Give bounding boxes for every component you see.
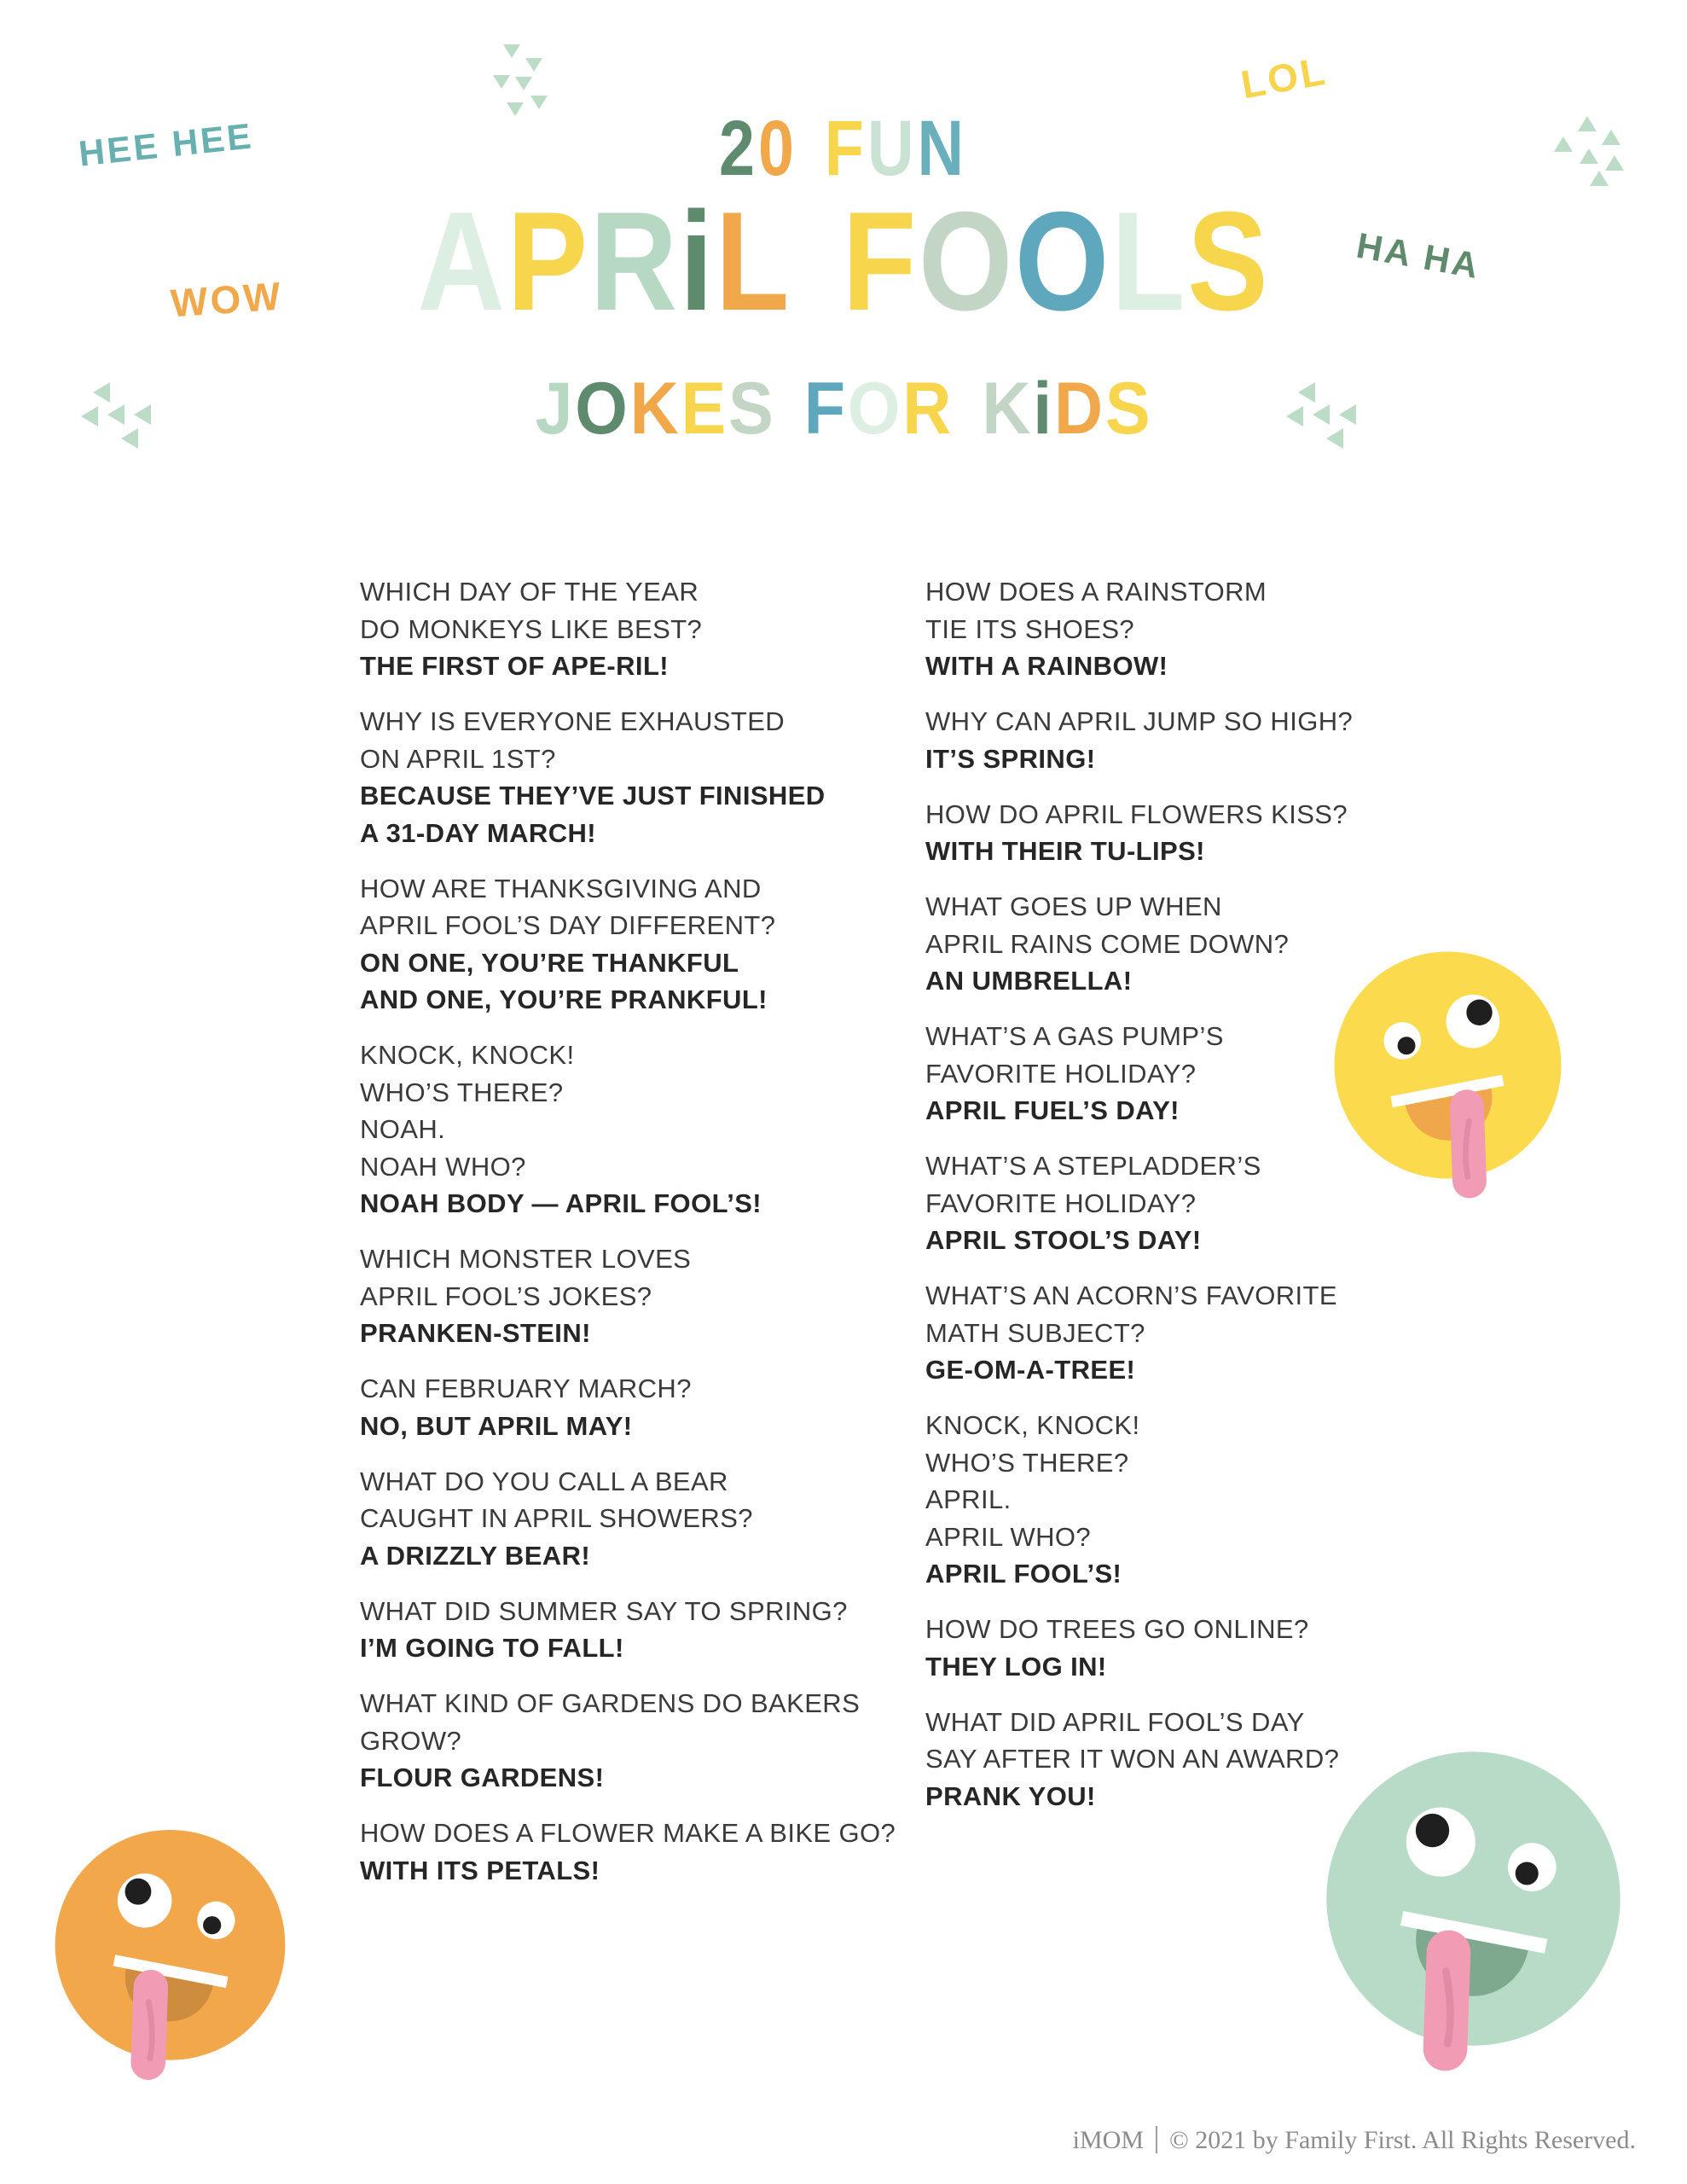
joke-answer-line: PRANK YOU! — [925, 1780, 1096, 1811]
joke-question-line: HOW DO APRIL FLOWERS KISS? — [925, 799, 1348, 829]
joke-question-line: HOW DO TREES GO ONLINE? — [925, 1614, 1309, 1644]
triangle-icon — [525, 58, 542, 72]
joke-answer-line: IT’S SPRING! — [925, 743, 1096, 774]
joke-question-line: DO MONKEYS LIKE BEST? — [360, 613, 703, 644]
footer-copyright — [1073, 2126, 1636, 2155]
joke-question-line: WHAT KIND OF GARDENS DO BAKERS — [360, 1688, 861, 1718]
deco-word-lol: LOL — [1238, 48, 1330, 107]
title-letter: L — [1110, 183, 1187, 340]
zany-face-emoji-yellow — [1326, 944, 1569, 1268]
joke-question-line: WHAT DO YOU CALL A BEAR — [360, 1466, 728, 1496]
footer-brand: iMOM — [1072, 2126, 1145, 2154]
joke-item — [360, 1370, 923, 1444]
joke-question-line: WHICH MONSTER LOVES — [360, 1244, 692, 1274]
joke-question-line: WHAT DID SUMMER SAY TO SPRING? — [360, 1595, 848, 1626]
joke-question-line: MATH SUBJECT? — [925, 1317, 1145, 1348]
title-letter: A — [417, 183, 507, 340]
title-letter: F — [842, 183, 919, 340]
joke-answer-line: I’M GOING TO FALL! — [360, 1633, 624, 1663]
title-letter: F — [803, 368, 848, 450]
joke-question-line: FAVORITE HOLIDAY? — [925, 1188, 1197, 1218]
joke-answer-line: ON ONE, YOU’RE THANKFUL — [360, 947, 739, 978]
joke-answer-line: PRANKEN-STEIN! — [360, 1318, 591, 1348]
title-letter: O — [574, 368, 630, 450]
joke-answer-line: APRIL FOOL’S! — [925, 1559, 1122, 1589]
joke-question-line: WHAT DID APRIL FOOL’S DAY — [925, 1706, 1305, 1737]
joke-question-line: WHY CAN APRIL JUMP SO HIGH? — [925, 706, 1354, 736]
joke-item — [925, 573, 1522, 685]
title-letter: K — [629, 368, 681, 450]
joke-question-line: HOW DOES A FLOWER MAKE A BIKE GO? — [360, 1818, 896, 1848]
joke-question-line: TIE ITS SHOES? — [925, 613, 1135, 644]
joke-item — [925, 1611, 1522, 1685]
joke-question-line: APRIL FOOL’S JOKES? — [360, 1281, 652, 1311]
joke-question-line: WHY IS EVERYONE EXHAUSTED — [360, 706, 786, 736]
title-letter: O — [1014, 183, 1111, 340]
title-letter: i — [1032, 368, 1054, 450]
title-letter: D — [1053, 368, 1105, 450]
joke-answer-line: THE FIRST OF APE-RIL! — [360, 651, 670, 681]
zany-face-emoji-orange — [47, 1821, 293, 2151]
joke-item — [925, 1407, 1522, 1593]
joke-item — [360, 1815, 923, 1889]
joke-item — [360, 1593, 923, 1667]
joke-answer-line: BECAUSE THEY’VE JUST FINISHED — [360, 781, 826, 810]
joke-question-line: APRIL. — [925, 1484, 1012, 1514]
joke-answer-line: AND ONE, YOU’RE PRANKFUL! — [360, 985, 768, 1014]
title-letter: O — [847, 368, 902, 450]
joke-question-line: WHICH DAY OF THE YEAR — [360, 577, 699, 607]
title-letter: S — [728, 368, 776, 450]
footer-copyright-text: © 2021 by Family First. All Rights Reserved. — [1169, 2126, 1636, 2154]
title-letter: S — [1186, 183, 1270, 340]
joke-item — [925, 703, 1522, 777]
joke-question-line: NOAH. — [360, 1114, 446, 1144]
joke-question-line: HOW DOES A RAINSTORM — [925, 577, 1267, 607]
joke-item — [360, 573, 923, 685]
joke-question-line: WHO’S THERE? — [925, 1447, 1129, 1478]
title-letter: R — [589, 183, 680, 340]
joke-question-line: APRIL FOOL’S DAY DIFFERENT? — [360, 910, 776, 940]
title-letter: 2 — [719, 105, 759, 192]
joke-answer-line: AN UMBRELLA! — [925, 966, 1133, 996]
joke-answer-line: APRIL FUEL’S DAY! — [925, 1095, 1180, 1125]
joke-item — [360, 703, 923, 851]
title-letter: K — [981, 368, 1033, 450]
joke-answer-line: APRIL STOOL’S DAY! — [925, 1225, 1202, 1255]
title-letter: E — [681, 368, 728, 450]
joke-answer-line: NOAH BODY — APRIL FOOL’S! — [360, 1188, 762, 1218]
deco-word-ha-ha: HA HA — [1354, 224, 1484, 287]
triangle-icon — [530, 96, 548, 109]
title-letter: N — [917, 105, 968, 192]
page-title-april-fools — [0, 183, 1687, 340]
joke-item — [360, 1037, 923, 1223]
deco-word-wow: WOW — [169, 273, 285, 326]
joke-question-line: WHAT’S A STEPLADDER’S — [925, 1151, 1261, 1181]
title-letter: S — [1104, 368, 1152, 450]
joke-question-line: WHAT’S A GAS PUMP’S — [925, 1021, 1224, 1051]
joke-item — [925, 1277, 1522, 1389]
joke-answer-line: THEY LOG IN! — [925, 1651, 1107, 1682]
triangle-icon — [503, 44, 520, 58]
joke-question-line: KNOCK, KNOCK! — [360, 1040, 575, 1070]
joke-answer-line: NO, BUT APRIL MAY! — [360, 1410, 633, 1441]
title-letter: F — [825, 105, 868, 192]
joke-question-line: FAVORITE HOLIDAY? — [925, 1058, 1197, 1089]
zany-face-emoji-green — [1316, 1741, 1631, 2161]
joke-answer-line: WITH ITS PETALS! — [360, 1855, 600, 1885]
joke-question-line: APRIL RAINS COME DOWN? — [925, 928, 1290, 959]
triangle-icon — [515, 77, 532, 90]
joke-question-line: WHAT GOES UP WHEN — [925, 892, 1222, 921]
joke-question-line: APRIL WHO? — [925, 1521, 1092, 1552]
joke-item — [360, 1685, 923, 1797]
joke-item — [360, 1463, 923, 1575]
joke-question-line: WHO’S THERE? — [360, 1077, 564, 1107]
joke-answer-line: WITH THEIR TU-LIPS! — [925, 836, 1205, 866]
title-letter: 0 — [758, 105, 798, 192]
joke-question-line: CAN FEBRUARY MARCH? — [360, 1374, 692, 1403]
title-letter: U — [867, 105, 918, 192]
title-letter: J — [535, 368, 575, 450]
deco-word-hee-hee: HEE HEE — [77, 115, 256, 174]
joke-question-line: WHAT’S AN ACORN’S FAVORITE — [925, 1281, 1337, 1310]
title-letter: O — [918, 183, 1015, 340]
joke-question-line: NOAH WHO? — [360, 1151, 526, 1182]
title-letter: P — [507, 183, 590, 340]
triangle-icon — [493, 75, 510, 89]
joke-question-line: HOW ARE THANKSGIVING AND — [360, 873, 762, 903]
joke-answer-line: A DRIZZLY BEAR! — [360, 1540, 591, 1571]
title-letter: L — [715, 183, 791, 340]
joke-answer-line: FLOUR GARDENS! — [360, 1763, 605, 1792]
joke-item — [360, 1240, 923, 1352]
joke-item — [925, 796, 1522, 870]
joke-answer-line: A 31-DAY MARCH! — [360, 817, 597, 848]
joke-question-line: CAUGHT IN APRIL SHOWERS? — [360, 1503, 753, 1533]
footer-divider — [1156, 2126, 1157, 2153]
joke-item — [360, 870, 923, 1019]
joke-question-line: KNOCK, KNOCK! — [925, 1410, 1140, 1440]
title-letter: i — [679, 183, 716, 340]
title-line-20-fun — [0, 105, 1687, 192]
title-letter: R — [901, 368, 954, 450]
joke-answer-line: WITH A RAINBOW! — [925, 651, 1168, 681]
joke-answer-line: GE-OM-A-TREE! — [925, 1355, 1136, 1385]
title-line-jokes-for-kids — [0, 368, 1687, 450]
joke-question-line: ON APRIL 1ST? — [360, 743, 556, 774]
jokes-column-left — [360, 573, 923, 1908]
joke-question-line: SAY AFTER IT WON AN AWARD? — [925, 1744, 1340, 1774]
joke-question-line: GROW? — [360, 1725, 462, 1756]
